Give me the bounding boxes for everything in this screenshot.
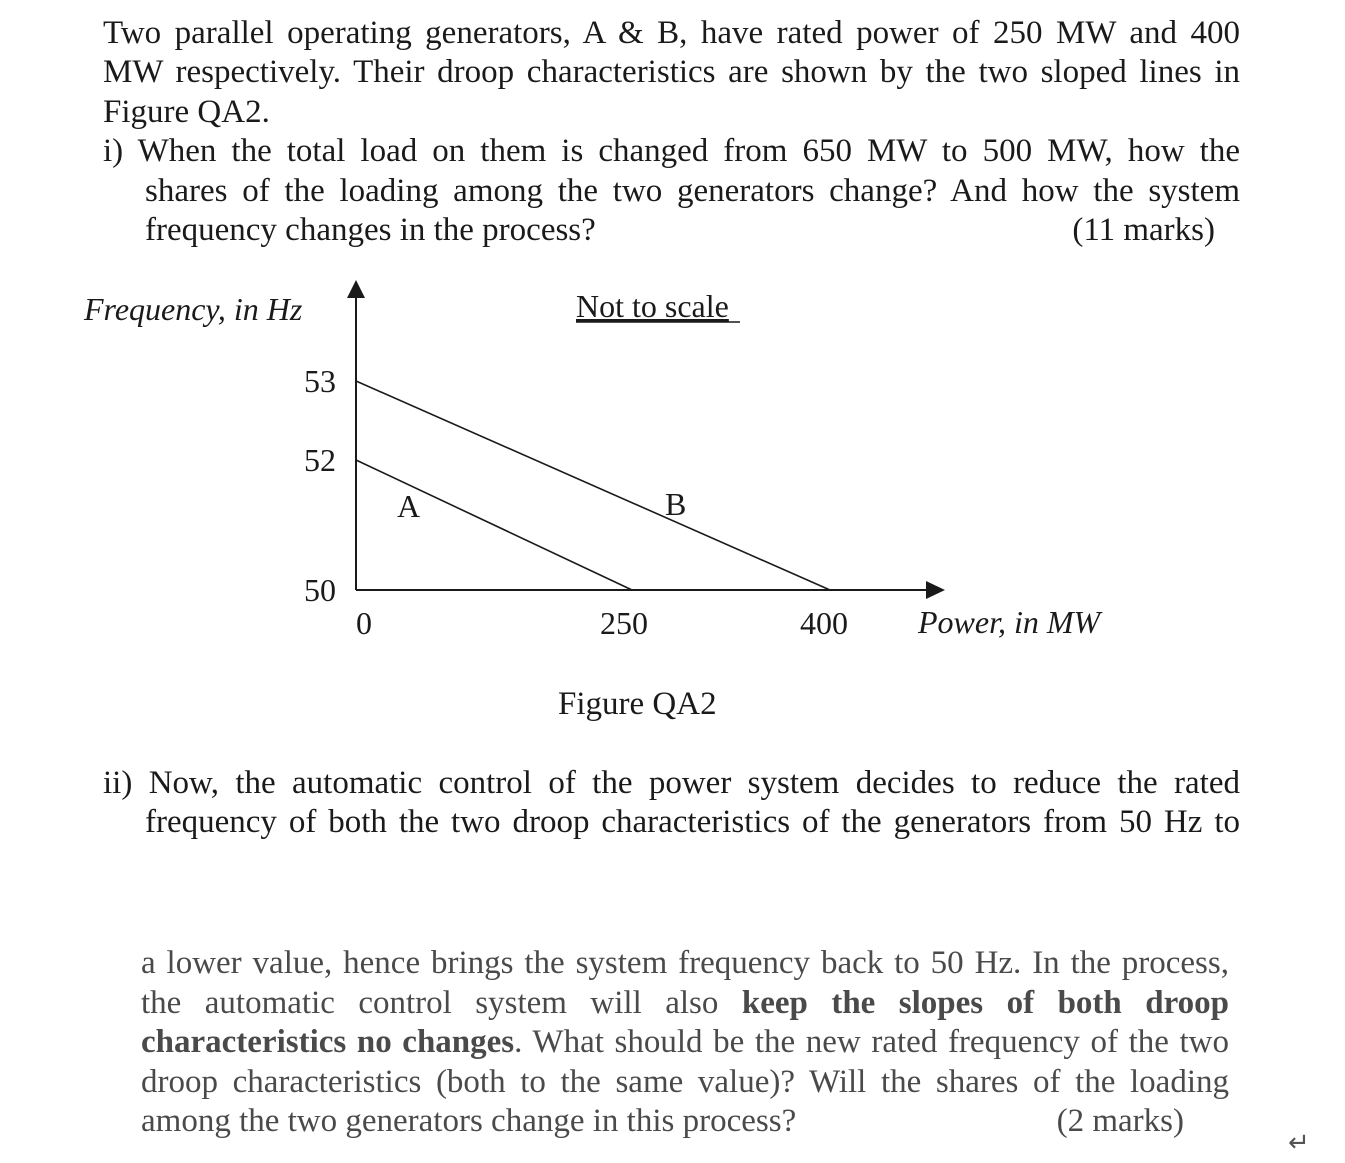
y-tick-label-50: 50 (304, 572, 336, 608)
y-tick-label-53: 53 (304, 363, 336, 399)
y-axis-label: Frequency, in Hz (84, 291, 303, 327)
y-tick-label-52: 52 (304, 442, 336, 478)
continuation-line-2 (141, 984, 1229, 1024)
x-tick-label-250: 250 (600, 605, 648, 641)
continuation-line-2-text: the automatic control system will also (141, 985, 742, 1021)
series-label-a: A (397, 488, 421, 524)
droop-line-b (356, 381, 830, 590)
part-i-line-1: i) When the total load on them is changed from 650 MW to 500 MW, how the (103, 133, 1240, 169)
series-label-b: B (665, 486, 687, 522)
emphasis-keep-slopes: keep the slopes of both droop (741, 985, 1229, 1021)
x-axis-label: Power, in MW (918, 604, 1101, 640)
not-to-scale-note: Not to scale (576, 288, 729, 324)
part-ii-marks: (2 marks) (1056, 1103, 1184, 1139)
continuation-line-3 (141, 1023, 1229, 1063)
intro-line-3: Figure QA2. (103, 94, 270, 130)
part-i-line-3-text: frequency changes in the process? (145, 212, 596, 248)
continuation-line-5-text: among the two generators change in this process? (141, 1103, 797, 1139)
continuation-line-1: a lower value, hence brings the system frequency back to 50 Hz. In the process, (141, 945, 1229, 981)
intro-line-1: Two parallel operating generators, A & B, have rated power of 250 MW and 400 (103, 15, 1240, 51)
x-tick-label-0: 0 (356, 605, 372, 641)
continuation-line-5 (141, 1102, 1184, 1142)
x-axis-arrow-icon (926, 581, 945, 599)
intro-line-2: MW respectively. Their droop characteristics are shown by the two sloped lines in (103, 54, 1240, 90)
paragraph-return-icon: ↵ (1288, 1128, 1310, 1158)
figure-caption: Figure QA2 (558, 686, 717, 722)
part-ii-line-2: frequency of both the two droop characteristics of the generators from 50 Hz to (145, 804, 1240, 840)
part-i-marks: (11 marks) (1072, 212, 1215, 248)
part-i-line-2: shares of the loading among the two generators change? And how the system (145, 173, 1240, 209)
axes (347, 280, 945, 599)
continuation-line-4: droop characteristics (both to the same value)? Will the shares of the loading (141, 1064, 1229, 1100)
part-ii-line-1: ii) Now, the automatic control of the power system decides to reduce the rated (103, 765, 1240, 801)
emphasis-no-changes: characteristics no changes (141, 1024, 515, 1060)
continuation-line-3-text: . What should be the new rated frequency of the two (514, 1024, 1229, 1060)
series-layer (356, 381, 830, 590)
tick-layer (304, 363, 848, 641)
x-tick-label-400: 400 (800, 605, 848, 641)
droop-line-a (356, 460, 632, 590)
y-axis-arrow-icon (347, 280, 365, 298)
